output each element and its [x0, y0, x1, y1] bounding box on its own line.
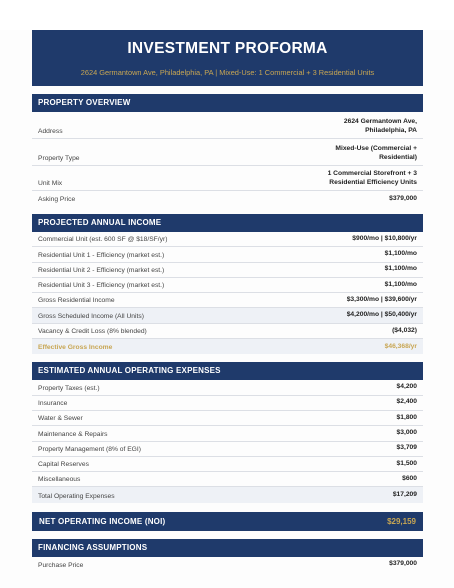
page-title: INVESTMENT PROFORMA — [127, 40, 328, 57]
noi-label: NET OPERATING INCOME (NOI) — [39, 516, 166, 526]
table-row — [32, 557, 423, 572]
row-label: Capital Reserves — [38, 461, 89, 469]
table-row — [32, 472, 423, 487]
income-section — [32, 214, 423, 354]
title-banner — [32, 30, 423, 86]
effective-gross-income-row — [32, 339, 423, 354]
table-row — [32, 166, 423, 191]
total-expenses-row — [32, 487, 423, 502]
row-value — [344, 118, 417, 138]
row-label: Effective Gross Income — [38, 344, 113, 352]
property-overview-section — [32, 94, 423, 206]
row-value: $4,200 — [396, 383, 417, 391]
table-row — [32, 263, 423, 278]
expenses-section — [32, 362, 423, 502]
row-label: Total Operating Expenses — [38, 492, 115, 500]
row-value: $1,100/mo — [384, 265, 417, 273]
value-line: 1 Commercial Storefront + 3 — [327, 170, 417, 177]
row-value: $3,000 — [396, 429, 417, 437]
row-label: Miscellaneous — [38, 476, 81, 484]
table-row — [32, 293, 423, 308]
section-heading: ESTIMATED ANNUAL OPERATING EXPENSES — [32, 362, 423, 380]
table-row — [32, 112, 423, 139]
noi-bar — [32, 512, 423, 531]
row-value: $379,000 — [389, 194, 417, 202]
table-row — [32, 308, 423, 323]
table-row — [32, 139, 423, 166]
row-value: $379,000 — [389, 560, 417, 568]
table-row — [32, 426, 423, 441]
table-row — [32, 380, 423, 395]
value-line: 2624 Germantown Ave, — [343, 118, 417, 125]
value-line: Mixed-Use (Commercial + — [335, 145, 417, 152]
row-value: $900/mo | $10,800/yr — [352, 234, 417, 242]
table-row — [32, 457, 423, 472]
value-line: Residential Efficiency Units — [329, 178, 417, 186]
page-subtitle: 2624 Germantown Ave, Philadelphia, PA | Mixed-Use: 1 Commercial + 3 Residential Units — [80, 68, 375, 77]
row-value: $2,400 — [396, 398, 417, 406]
section-heading: PROJECTED ANNUAL INCOME — [32, 214, 423, 232]
row-value: $1,500 — [396, 459, 417, 467]
table-row — [32, 411, 423, 426]
row-value: $1,100/mo — [384, 280, 417, 288]
row-value: ($4,032) — [392, 326, 417, 334]
row-label: Insurance — [38, 399, 68, 407]
row-value: $600 — [402, 474, 417, 482]
table-row — [32, 191, 423, 206]
row-value — [328, 170, 417, 190]
table-row — [32, 442, 423, 457]
noi-value: $29,159 — [387, 516, 416, 526]
row-label: Residential Unit 2 - Efficiency (market est.) — [38, 266, 165, 274]
row-label: Gross Residential Income — [38, 297, 115, 305]
row-label: Property Management (8% of EGI) — [38, 445, 141, 453]
row-value: $3,300/mo | $39,600/yr — [346, 295, 417, 303]
section-heading: PROPERTY OVERVIEW — [32, 94, 423, 112]
table-row — [32, 324, 423, 339]
row-label: Commercial Unit (est. 600 SF @ $18/SF/yr) — [38, 236, 168, 244]
row-label: Unit Mix — [38, 180, 63, 187]
table-row — [32, 396, 423, 411]
row-label: Vacancy & Credit Loss (8% blended) — [38, 328, 147, 336]
table-row — [32, 278, 423, 293]
row-label: Gross Scheduled Income (All Units) — [38, 312, 144, 320]
value-line: Philadelphia, PA — [365, 126, 417, 134]
row-value: $1,800 — [396, 413, 417, 421]
row-value: $1,100/mo — [384, 250, 417, 258]
row-label: Property Taxes (est.) — [38, 384, 100, 392]
row-value: $3,709 — [396, 444, 417, 452]
financing-section — [32, 539, 423, 572]
table-row — [32, 247, 423, 262]
section-heading: FINANCING ASSUMPTIONS — [32, 539, 423, 557]
row-label: Purchase Price — [38, 561, 84, 569]
row-label: Property Type — [38, 155, 80, 162]
row-label: Address — [38, 128, 63, 135]
row-value: $46,368/yr — [384, 342, 417, 350]
value-line: Residential) — [379, 153, 417, 161]
row-label: Water & Sewer — [38, 415, 83, 423]
row-value: $4,200/mo | $50,400/yr — [346, 311, 417, 319]
row-label: Maintenance & Repairs — [38, 430, 108, 438]
row-value — [335, 145, 417, 165]
row-label: Residential Unit 3 - Efficiency (market est.) — [38, 282, 165, 290]
proforma-page — [0, 30, 454, 588]
row-label: Residential Unit 1 - Efficiency (market est.) — [38, 251, 165, 259]
row-label: Asking Price — [38, 196, 76, 203]
row-value: $17,209 — [392, 491, 417, 499]
table-row — [32, 232, 423, 247]
